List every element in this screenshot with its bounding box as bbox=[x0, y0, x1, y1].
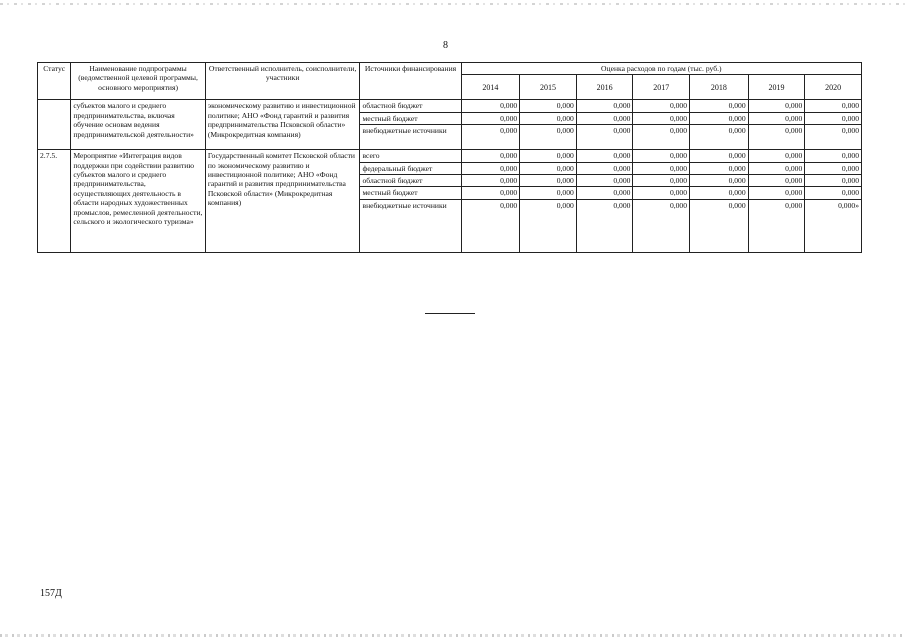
value-cell: 0,000 bbox=[690, 187, 749, 199]
header-year: 2020 bbox=[805, 75, 862, 100]
value-cell: 0,000 bbox=[748, 187, 805, 199]
value-cell: 0,000 bbox=[748, 125, 805, 150]
source-cell: внебюджетные источники bbox=[360, 125, 461, 150]
value-cell: 0,000 bbox=[461, 199, 520, 252]
value-cell: 0,000 bbox=[805, 100, 862, 112]
value-cell: 0,000 bbox=[748, 112, 805, 124]
value-cell: 0,000 bbox=[748, 100, 805, 112]
executor-cell: Государственный комитет Псковской области по экономическому развитию и инвестиционной политике; АНО «Фонд гарантий и развития предпринимательства Псковской области» (Микрокредитная компания) bbox=[205, 150, 360, 253]
value-cell: 0,000 bbox=[633, 150, 690, 162]
value-cell: 0,000 bbox=[690, 175, 749, 187]
value-cell: 0,000 bbox=[690, 125, 749, 150]
value-cell: 0,000 bbox=[633, 100, 690, 112]
source-cell: областной бюджет bbox=[360, 100, 461, 112]
value-cell: 0,000 bbox=[576, 112, 633, 124]
executor-cell: экономическому развитию и инвестиционной политике; АНО «Фонд гарантий и развития предпринимательства Псковской области» (Микрокредитная компания) bbox=[205, 100, 360, 150]
value-cell: 0,000 bbox=[576, 125, 633, 150]
value-cell: 0,000 bbox=[576, 162, 633, 174]
value-cell: 0,000 bbox=[461, 100, 520, 112]
footer-divider bbox=[425, 313, 475, 314]
header-sources: Источники финансирования bbox=[360, 63, 461, 100]
header-executor: Ответственный исполнитель, соисполнители, участники bbox=[205, 63, 360, 100]
value-cell: 0,000 bbox=[520, 175, 577, 187]
value-cell: 0,000 bbox=[461, 112, 520, 124]
value-cell: 0,000 bbox=[576, 150, 633, 162]
value-cell: 0,000 bbox=[520, 100, 577, 112]
value-cell: 0,000 bbox=[576, 199, 633, 252]
value-cell: 0,000 bbox=[690, 112, 749, 124]
value-cell: 0,000» bbox=[805, 199, 862, 252]
value-cell: 0,000 bbox=[748, 162, 805, 174]
header-year: 2017 bbox=[633, 75, 690, 100]
value-cell: 0,000 bbox=[461, 175, 520, 187]
source-cell: всего bbox=[360, 150, 461, 162]
value-cell: 0,000 bbox=[520, 112, 577, 124]
scan-edge-bottom bbox=[0, 634, 905, 637]
value-cell: 0,000 bbox=[690, 150, 749, 162]
status-cell: 2.7.5. bbox=[38, 150, 71, 253]
value-cell: 0,000 bbox=[633, 125, 690, 150]
table-header-row bbox=[38, 63, 862, 75]
value-cell: 0,000 bbox=[748, 150, 805, 162]
source-cell: местный бюджет bbox=[360, 112, 461, 124]
status-cell bbox=[38, 100, 71, 150]
value-cell: 0,000 bbox=[576, 100, 633, 112]
table-row bbox=[38, 100, 862, 112]
header-year: 2014 bbox=[461, 75, 520, 100]
header-estimate: Оценка расходов по годам (тыс. руб.) bbox=[461, 63, 861, 75]
value-cell: 0,000 bbox=[805, 112, 862, 124]
header-year: 2018 bbox=[690, 75, 749, 100]
header-year: 2015 bbox=[520, 75, 577, 100]
value-cell: 0,000 bbox=[633, 112, 690, 124]
value-cell: 0,000 bbox=[633, 187, 690, 199]
footer-code: 157Д bbox=[40, 588, 62, 599]
header-year: 2019 bbox=[748, 75, 805, 100]
value-cell: 0,000 bbox=[805, 150, 862, 162]
source-cell: внебюджетные источники bbox=[360, 199, 461, 252]
value-cell: 0,000 bbox=[520, 162, 577, 174]
value-cell: 0,000 bbox=[461, 125, 520, 150]
value-cell: 0,000 bbox=[748, 199, 805, 252]
value-cell: 0,000 bbox=[576, 175, 633, 187]
header-year: 2016 bbox=[576, 75, 633, 100]
header-name: Наименование подпрограммы (ведомственной целевой программы, основного мероприятия) bbox=[71, 63, 205, 100]
value-cell: 0,000 bbox=[805, 187, 862, 199]
value-cell: 0,000 bbox=[805, 125, 862, 150]
value-cell: 0,000 bbox=[690, 100, 749, 112]
value-cell: 0,000 bbox=[805, 175, 862, 187]
name-cell: субъектов малого и среднего предпринимательства, включая обучение основам ведения предпринимательской деятельности» bbox=[71, 100, 205, 150]
value-cell: 0,000 bbox=[461, 162, 520, 174]
value-cell: 0,000 bbox=[690, 162, 749, 174]
source-cell: федеральный бюджет bbox=[360, 162, 461, 174]
expense-table bbox=[37, 62, 862, 253]
value-cell: 0,000 bbox=[520, 125, 577, 150]
scan-edge-top bbox=[0, 3, 905, 5]
value-cell: 0,000 bbox=[520, 150, 577, 162]
header-status: Статус bbox=[38, 63, 71, 100]
value-cell: 0,000 bbox=[520, 199, 577, 252]
value-cell: 0,000 bbox=[576, 187, 633, 199]
table-row bbox=[38, 150, 862, 162]
source-cell: местный бюджет bbox=[360, 187, 461, 199]
name-cell: Мероприятие «Интеграция видов поддержки при содействии развитию субъектов малого и среднего предпринимательства, осуществляющих деятельность в области народных художественных промыслов, ремесленной деятельности, сельского и экологического туризма» bbox=[71, 150, 205, 253]
page-number: 8 bbox=[443, 40, 448, 51]
value-cell: 0,000 bbox=[633, 175, 690, 187]
value-cell: 0,000 bbox=[461, 187, 520, 199]
value-cell: 0,000 bbox=[748, 175, 805, 187]
value-cell: 0,000 bbox=[805, 162, 862, 174]
value-cell: 0,000 bbox=[690, 199, 749, 252]
value-cell: 0,000 bbox=[461, 150, 520, 162]
value-cell: 0,000 bbox=[520, 187, 577, 199]
source-cell: областной бюджет bbox=[360, 175, 461, 187]
value-cell: 0,000 bbox=[633, 199, 690, 252]
value-cell: 0,000 bbox=[633, 162, 690, 174]
